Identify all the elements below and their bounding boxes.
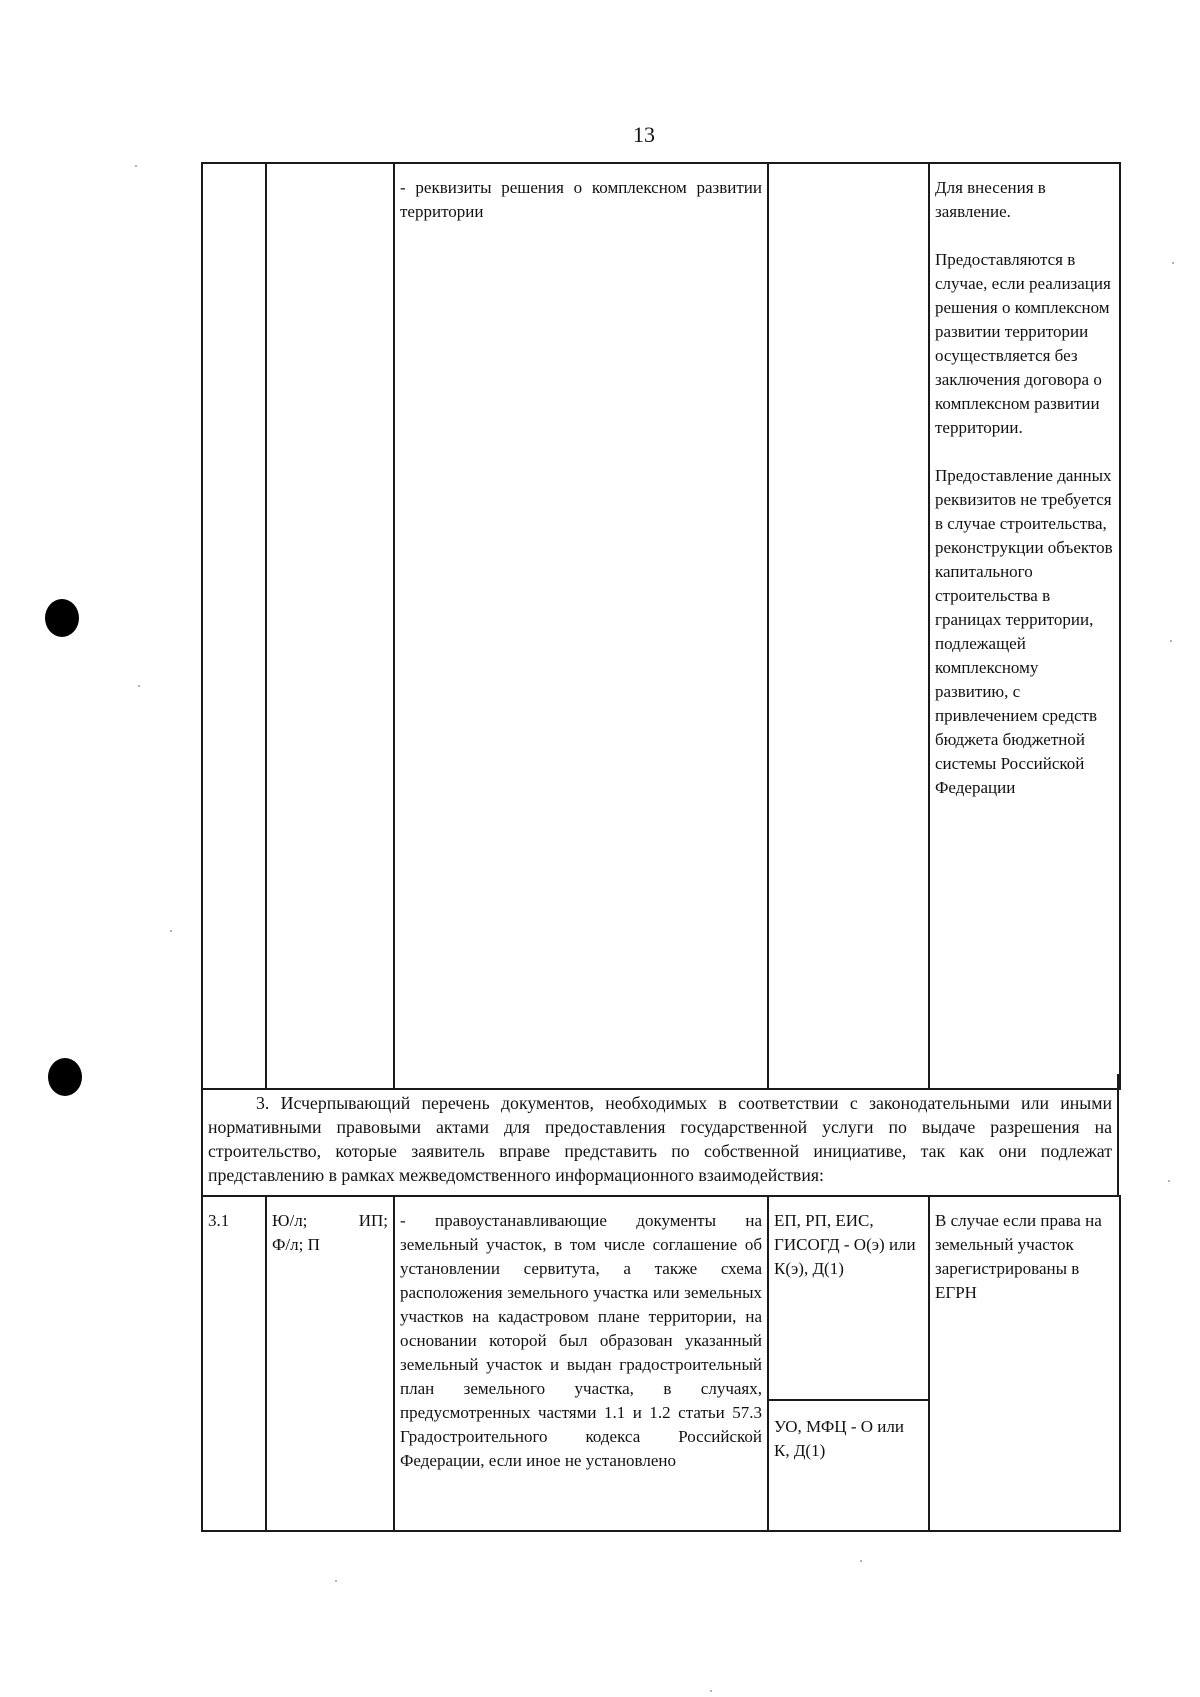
document-description-cell [394,1196,768,1531]
document-description-cell [394,163,768,1089]
section-heading: 3. Исчерпывающий перечень документов, необходимых в соответствии с законодательными или иными нормативными правовыми актами для предоставления государственной услуги по выдаче разрешения на строительство, которые заявитель вправе представить по собственной инициативе, так как они подлежат представлению в рамках межведомственного информационного взаимодействия: [201,1074,1119,1195]
note-paragraph: В случае если права на земельный участок зарегистрированы в ЕГРН [935,1211,1102,1302]
document-table-continuation [201,162,1119,1090]
note-paragraph: Предоставление данных реквизитов не требуется в случае строительства, реконструкции объектов капитального строительства в границах территории, подлежащей комплексному развитию, с привлечением средств бюджета бюджетной системы Российской Федерации [935,466,1113,797]
applicant-type: Ф/л; П [272,1235,320,1254]
page-number: 13 [633,122,655,147]
table-row [202,1196,1120,1531]
applicant-type: ИП; [358,1211,388,1230]
document-description: - правоустанавливающие документы на земельный участок, в том числе соглашение об установлении сервитута, а также схема расположения земельного участка или земельных участков на кадастровом плане территории, на основании которой был образован указанный земельный участок и выдан градостроительный план земельного участка, в случаях, предусмотренных частями 1.1 и 1.2 статьи 57.3 Градостроительного кодекса Российской Федерации, если иное не установлено [400,1211,762,1470]
requirements-table [201,1195,1121,1532]
applicant-type: Ю/л; [272,1211,308,1230]
scan-speck [335,1580,337,1582]
row-number-cell [202,1196,266,1531]
scan-speck [138,685,140,687]
table-row [202,163,1120,1089]
row-number: 3.1 [208,1211,230,1230]
scan-speck [1168,1180,1170,1182]
submission-channels-cell [768,163,929,1089]
punch-hole [48,1058,82,1096]
applicant-cell [266,163,394,1089]
notes-cell [929,163,1120,1089]
submission-channels-in-person: УО, МФЦ - О или К, Д(1) [774,1417,904,1460]
scan-speck [1172,262,1174,264]
notes-cell [929,1196,1120,1531]
scan-speck [1170,640,1172,642]
scan-speck [170,930,172,932]
submission-channels-cell [768,1196,929,1531]
scan-speck [860,1560,862,1562]
note-paragraph: Для внесения в заявление. [935,178,1046,221]
submission-channels-electronic: ЕП, РП, ЕИС, ГИСОГД - О(э) или К(э), Д(1) [774,1211,916,1278]
note-paragraph: Предоставляются в случае, если реализация решения о комплексном развитии территории осуществляется без заключения договора о комплексном развитии территории. [935,250,1111,437]
cell-divider [767,1399,930,1401]
punch-hole [45,599,79,637]
applicant-cell [266,1196,394,1531]
row-number-cell [202,163,266,1089]
scan-speck [135,165,137,167]
scan-speck [710,1690,712,1692]
requirements-table [201,162,1121,1090]
document-table-section-3 [201,1195,1119,1532]
document-description: - реквизиты решения о комплексном развитии территории [400,178,762,221]
